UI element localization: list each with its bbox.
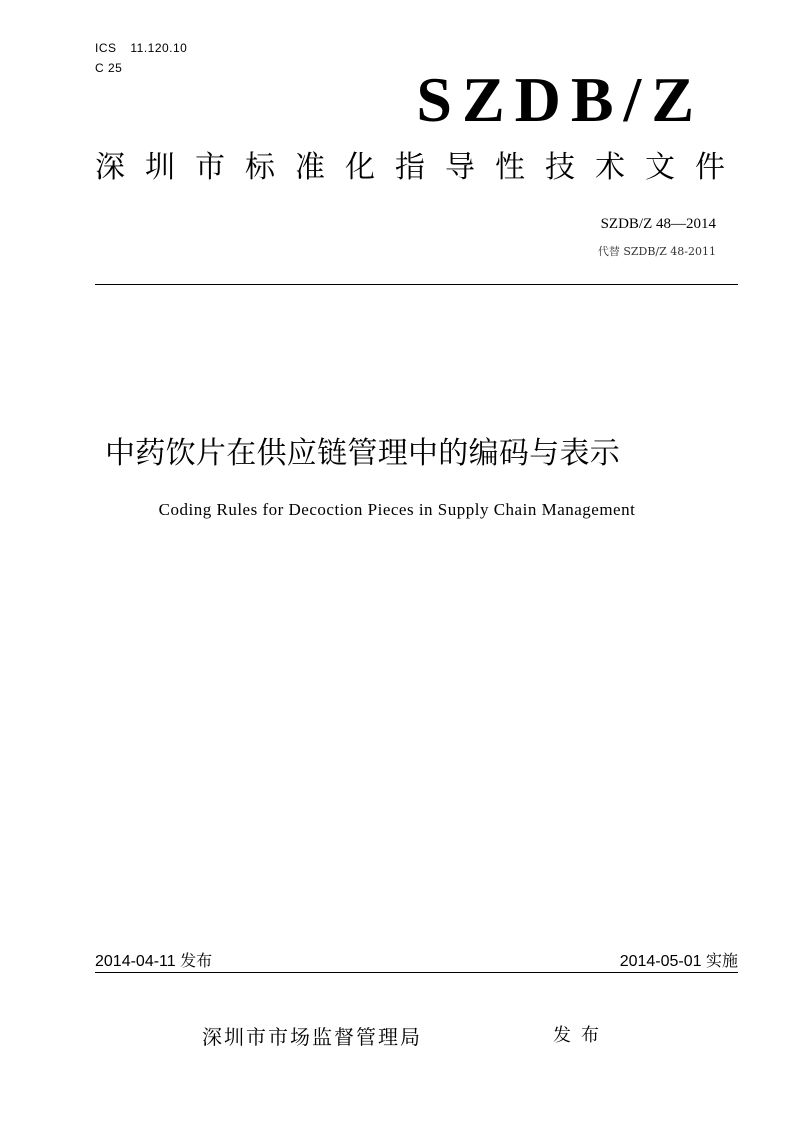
ics-classification <box>95 41 187 55</box>
ics-code: 11.120.10 <box>130 41 188 55</box>
top-divider <box>95 284 738 285</box>
document-type-heading: 深圳市标准化指导性技术文件 <box>95 150 745 185</box>
publisher-name: 深圳市市场监督管理局 <box>202 1025 422 1049</box>
ics-label: ICS <box>95 41 117 55</box>
page-title: 中药饮片在供应链管理中的编码与表示 <box>105 436 621 471</box>
replaces-note: 代替 SZDB/Z 48-2011 <box>597 245 716 258</box>
ccs-code: C 25 <box>95 61 123 75</box>
issue-date: 2014-04-11 发布 <box>95 953 213 970</box>
document-number: SZDB/Z 48—2014 <box>600 216 716 232</box>
page-title-english: Coding Rules for Decoction Pieces in Supply Chain Management <box>158 500 636 519</box>
effective-date: 2014-05-01 实施 <box>619 953 738 970</box>
publish-label: 发布 <box>553 1025 609 1046</box>
bottom-divider <box>95 972 738 973</box>
standard-logo-text: SZDB/Z <box>416 64 704 135</box>
